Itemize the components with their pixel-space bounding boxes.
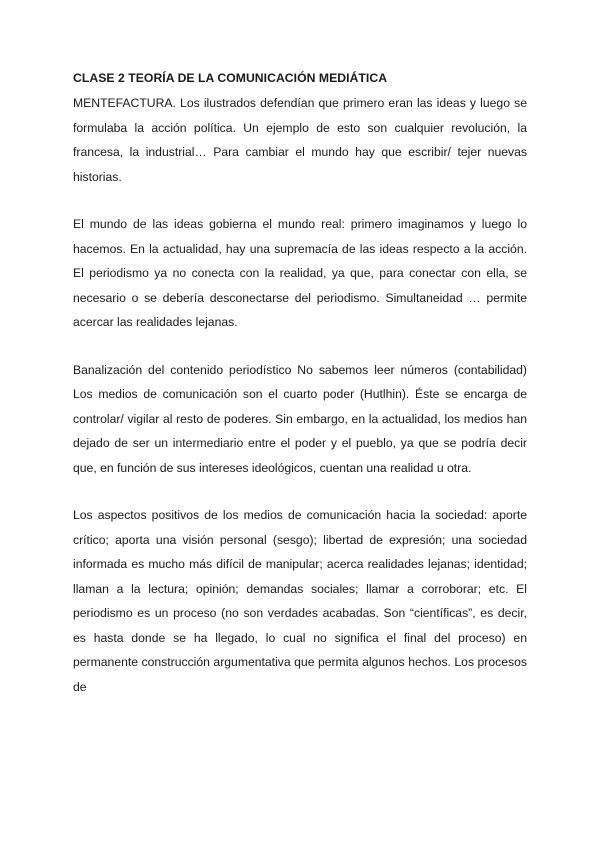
document-page	[73, 70, 527, 699]
paragraph-banalizacion: Banalización del contenido periodístico No sabemos leer números (contabilidad) Los medios de comunicación son el cuarto poder (Hutlhin). Éste se encarga de controlar/ vigilar al resto de poderes. Sin embargo, en la actualidad, los medios han dejado de ser un intermediario entre el poder y el pueblo, ya que se podría decir que, en función de sus intereses ideológicos, cuentan una realidad u otra.	[73, 362, 527, 475]
paragraph-aspectos-positivos: Los aspectos positivos de los medios de comunicación hacia la sociedad: aporte crítico; aporta una visión personal (sesgo); libertad de expresión; una sociedad informada es mucho más difícil de manipular; acerca realidades lejanas; identidad; llaman a la lectura; opinión; demandas sociales; llamar a corroborar; etc. El periodismo es un proceso (no son verdades acabadas. Son “científicas”, es decir, es hasta donde se ha llegado, lo cual no significa el final del proceso) en permanente construcción argumentativa que permita algunos hechos. Los procesos de	[73, 508, 527, 694]
document-title: CLASE 2 TEORÍA DE LA COMUNICACIÓN MEDIÁTICA	[73, 71, 388, 85]
paragraph-mentefactura: MENTEFACTURA. Los ilustrados defendían que primero eran las ideas y luego se formulaba la acción política. Un ejemplo de esto son cualquier revolución, la francesa, la industrial… Para cambiar el mundo hay que escribir/ tejer nuevas historias.	[73, 96, 527, 184]
paragraph-mundo-ideas: El mundo de las ideas gobierna el mundo real: primero imaginamos y luego lo hacemos. En la actualidad, hay una supremacía de las ideas respecto a la acción. El periodismo ya no conecta con la realidad, ya que, para conectar con ella, se necesario o se debería desconectarse del periodismo. Simultaneidad … permite acercar las realidades lejanas.	[73, 217, 527, 329]
